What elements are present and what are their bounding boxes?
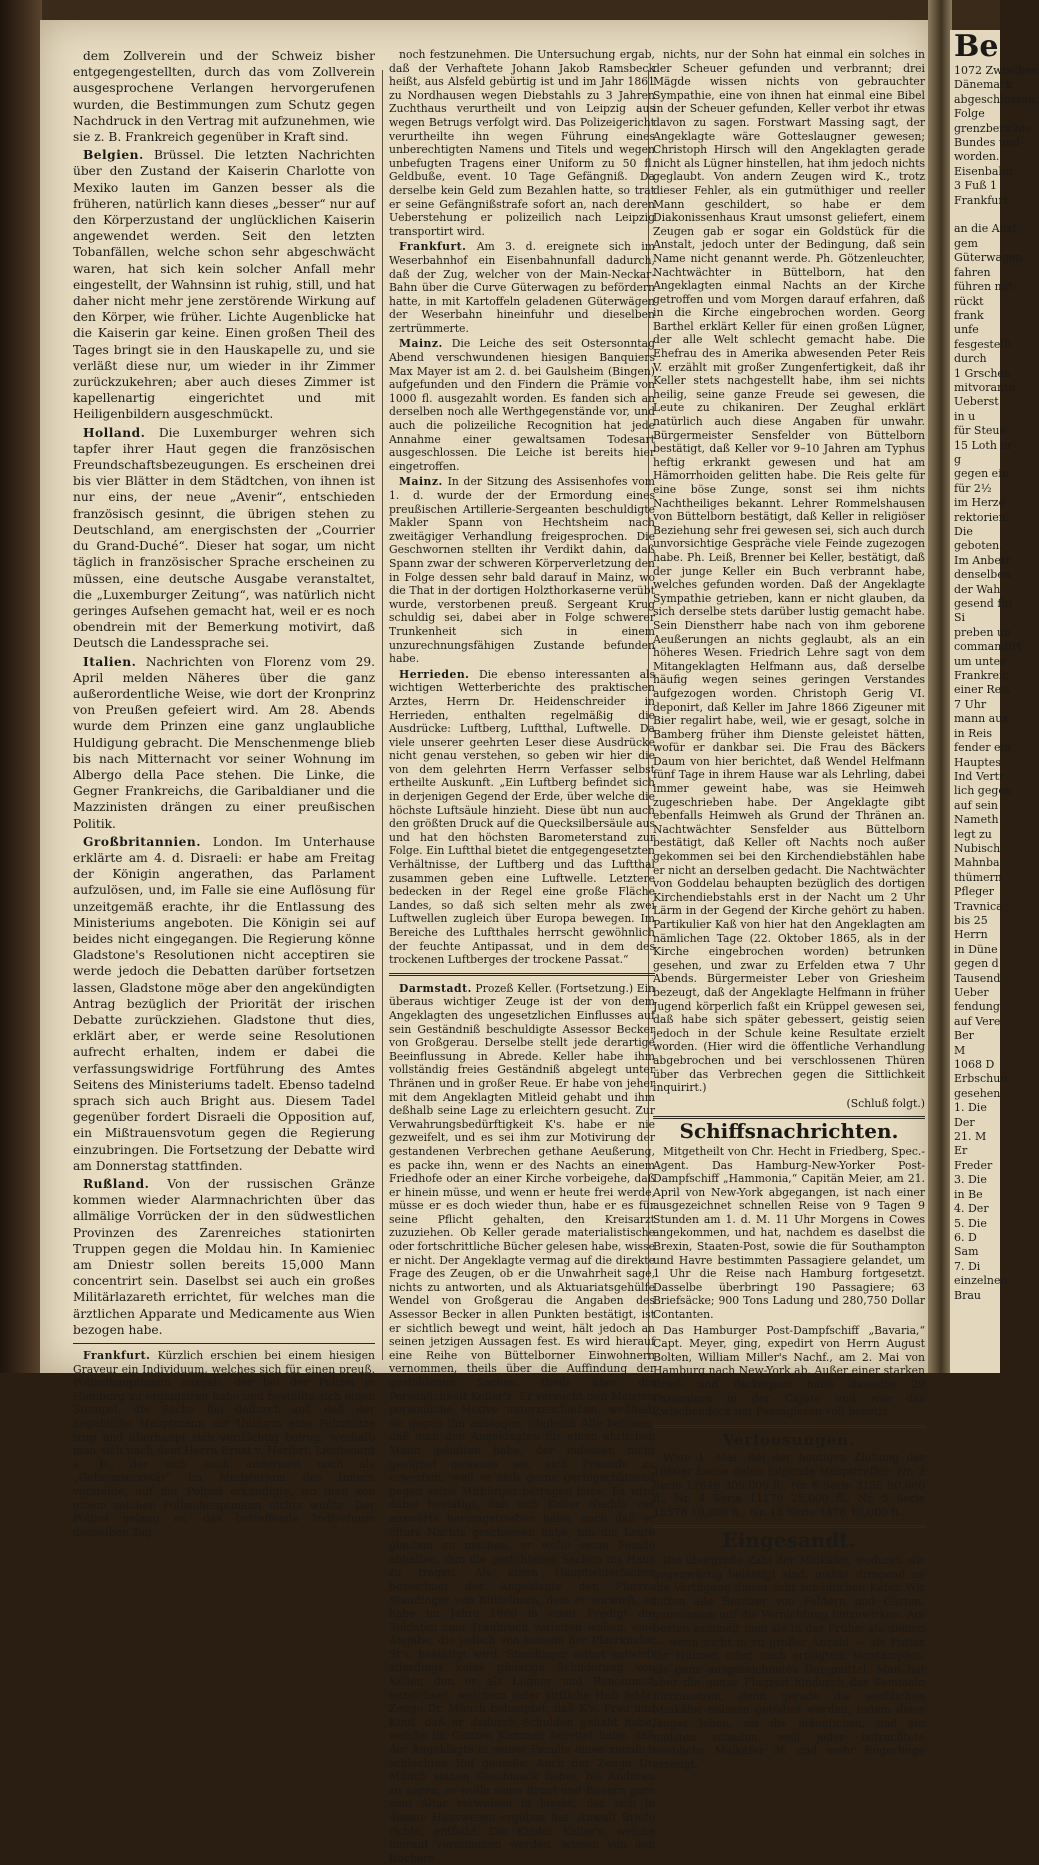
next-page-line: einer Reis: [954, 683, 1011, 697]
article-russland: [73, 1176, 375, 1338]
article-frankfurt: [73, 1349, 375, 1539]
text-schiffsnachrichten-1: Mitgetheilt von Chr. Hecht in Friedberg, Spec.-Agent. Das Hamburg-New-Yorker Post-Dampfschiff „Hammonia,“ Capitän Meier, am 21. April von New-York abgegangen, ist nach einer ausgezeichnet schnellen Reise von 9 Tagen 9 Stunden am 1. d. M. 11 Uhr Morgens in Cowes angekommen, und hat, nachdem es daselbst die Brexin, Staaten-Post, sowie die für Southampton und Havre bestimmten Passagiere gelandet, um 1 Uhr die Reise nach Hamburg fortgesetzt. Dasselbe überbringt 190 Passagiere; 63 Briefsäcke; 900 Tons Ladung und 280,750 Dollar Contanten.: [653, 1144, 925, 1322]
next-page-line: M: [954, 1043, 966, 1057]
heading-mainz: Mainz.: [399, 337, 443, 351]
next-page-line: für 2½: [954, 481, 992, 495]
column-divider-1: [382, 70, 383, 1360]
next-page-line: Ueber: [954, 986, 989, 999]
text-mainz-2: In der Sitzung des Assisenhofes vom 1. d. wurde der der Ermordung eines preußischen Artillerie-Sergeanten beschuldigte Makler Spann von Hechtsheim nach zweitägiger Verhandlung freigesprochen. Die Geschwornen stellten ihr Verdikt dahin, daß Spann zwar der schweren Körperverletzung den in Folge dessen sehr bald darauf in Mainz, wo die That in der dortigen Holzthorkaserne verübt wurde, verstorbenen preuß. Sergeant Krug schuldig sei, dabei aber in Folge schwerer Trunkenheit sich in einem unzurechnungsfähigen Zustande befunden habe.: [389, 475, 655, 666]
next-page-line: für Steue: [954, 424, 1006, 438]
next-page-line: Sam: [954, 1245, 979, 1259]
next-page-line: einzelnen: [954, 1274, 1008, 1288]
text-frankfurt: Kürzlich erschien bei einem hiesigen Graveur ein Individuum, welches sich für einen preuß. Polizeihauptmann ausgab, der bei der Polizei in Homburg zu organisiren habe und bestellte sich einen Stempel; die Sache fiel dadurch auf, daß der angebliche Hauptmann zur Uniform eine Pelzmütze trug und überhaupt sich verdächtig beirug, weshalb man sich nach dem Herrn Ernst v. Herfort, Lieutenant a. D., der sich auch anderweit noch als „Geheimsecretär“ im Ministerium des Innern vorstellte, auf der Polizei erkundigte, wo man von einem solchen Polizeihauptmann nichts wußte. Der Polizei gelang es, das betreffende Individuum denselben Tag: [73, 1349, 375, 1539]
next-page-line: in Reis: [954, 726, 993, 740]
next-page-line: gegen ein: [954, 467, 1009, 481]
next-page-line: worden.: [954, 150, 1000, 164]
text-eingesandt: Die übergroße Zahl der Maikäfer, wodurch wir gegenwärtig belästigt sind, mahnt dringend an die Vertilgung dieser sehr schädlichen Käfer. Wir bitten alle Besitzer von Feldern und Gärten, gemeinsam auf die Vernichtung hinzuwirken. Am besten sammelt man sie in der Frühe; sie dienen — wenn nicht in zu großer Anzahl — als Futter für Hühner, oder, nach erfolgtem Verstampfen, als ganz ausgezeichnetes Dungmittel. Man hat aber die ganze Flugzeit hindurch das Sammeln fortzusetzen, denn gerade die weiblichen Maikäfer müssen getödtet werden, indem diese länger leben, als die männlichen, und am meisten schaden, weil jeder befruchtete weibliche Maikäfer 30 und mehr Engerlinge erzeugt.: [653, 1553, 925, 1771]
next-page-line: 4. Der: [954, 1202, 989, 1216]
next-page-line: commandirt: [954, 640, 1022, 654]
heading-mainz-2: Mainz.: [399, 475, 443, 489]
next-page-line: Ind Vertr: [954, 769, 1005, 783]
column-1: [73, 48, 376, 1539]
text-schiffsnachrichten-2: Das Hamburger Post-Dampfschiff „Bavaria,“ Capt. Meyer, ging, expedirt von Herrn August Bolten, William Miller's Nachf., am 2. Mai von Hamburg nach New-York ab. Außer einer starken Brief- und Packetpost hatte dasselbe 29 Passagiere in der Cajüte und war das Zwischendeck mit Passagieren voll besetzt.: [653, 1323, 925, 1419]
next-page-line: unfe: [954, 323, 979, 337]
next-page-line: geboten.: [954, 539, 1003, 553]
next-page-edge: [950, 29, 1039, 1373]
text-herrieden: Die ebenso interessanten als wichtigen Wetterberichte des praktischen Arztes, Herrn Dr. Heidenschreider in Herrieden, enthalten regelmäßig die Ausdrücke: Luftberg, Luftthal, Luftwelle. Da viele unserer geehrten Leser diese Ausdrücke nicht genau verstehen, so geben wir hier die von dem gelehrten Herrn Verfasser selbst ertheilte Auskunft. „Ein Luftberg befindet sich in derjenigen Gegend der Erde, über welche die höchste Luftsäule hinzieht. Diese übt nun auch den größten Druck auf die Quecksilbersäule aus und hat den höchsten Barometerstand zur Folge. Ein Luftthal bietet die entgegengesetzten Verhältnisse, der Luftberg und das Luftthal zusammen geben eine Luftwelle. Letztere bedecken in der Regel eine große Fläche Landes, so daß sich selten mehr als zwei Luftwellen zugleich über Europa bewegen. Im Bereiche des Luftthales herrscht gewöhnlich der feuchte Antipassat, und in dem des trockenen Luftberges der trockene Passat.“: [389, 667, 655, 967]
next-page-line: 3 Fuß 1: [954, 179, 998, 193]
section-rule-double-3: [653, 1425, 925, 1428]
next-page-line: 7 Uhr: [954, 697, 987, 711]
next-page-line: 1072 Zwischen: [954, 64, 1039, 77]
heading-grossbritannien: Großbritannien.: [83, 834, 202, 849]
next-page-line: Bundes und: [954, 136, 1021, 150]
next-page-line: in Düne: [954, 942, 998, 956]
text-darmstadt: Prozeß Keller. (Fortsetzung.) Ein überaus wichtiger Zeuge ist der von dem Angeklagten des ungesetzlichen Einflusses auf sein Geständniß beschuldigte Assessor Becker von Großgerau. Derselbe stellt jede derartige Beeinflussung in Abrede. Keller habe ihm vollständig freies Geständniß abgelegt unter Thränen und in großer Reue. Er habe von jeher mit dem Angeklagten Mitleid gehabt und ihm deßhalb seine Lage zu erleichtern gesucht. Zur Verwahrungsbedürftigkeit K's. habe er nie gezweifelt, und es sei ihm zur Motivirung der gestandenen Verbrechen gethane Aeußerung, es packe ihn, wenn er des Nachts an einem Friedhofe oder an einer Kirche vorbeigehe, daß er hinein müsse, und wenn er heute frei werde, müsse er es doch wieder thun, habe er es für seine Pflicht gehalten, den Kreisarzt zuzuziehen. Ob Keller gerade materialistische oder fortschrittliche Bücher gelesen habe, wisse er nicht. Der Angeklagte vermag auf die direkte Frage des Zeugen, ob er die Unwahrheit sage, nichts zu antworten, und als Aktuariatsgehülfe Wendel von Großgerau die Angaben des Assessor Becker in allen Punkten bestätigt, ist er sichtlich bewegt und weint, hält jedoch an seinen jetzigen Aussagen fest. Es wird hierauf eine Reihe von Büttelborner Einwohnern vernommen, theils über die Auffindung der gestohlenen Sachen, theils über die Persönlichkeit Keller's. Er versucht den Meisten persönliche Motive unterzuschieben, weßhalb sie gegen ihn aussagen, obgleich Alle betonen, daß man den Angeklagten für einen ehrlichen Mann gehalten habe, der indessen nicht geeignet gewesen sei, sich Freunde zu erwerben, weil er sich gerne geringschätzend gegen seine Mitbürger betragen habe. Es wird dabei bestätigt, daß sich Keller Nachts viel auswärts herumgetrieben habe, auch daß er öfters Nachts geschossen habe, um die Leute glauben zu machen, er wolle seine Feinde abhalten, ihm die gestohlenen Sachen ins Haus zu tragen. Als einen Hauptwiderfacher bezeichnet der Angeklagte den Pfarrer Staudinger von Büttelborn, dem er vorwirft, er habe im Jahre 1866 in einer Predigt die Soldaten zum Treubruch verleiten wollen, eine Angabe, die jedoch von keinem der Pfarrkinder St's. bestätigt wird. Staudinger selbst entwirft allerdings keine günstige Schilderung von Keller, den er als Lügner und Renommist bezeichnet, welchem jeder sittliche Halt fehle. Zeuge Dr. Münch behauptet, daß K's. Frau und Kind, daß er dadurch Schulden gehabt habe, welche im Ganzen Kummer bereitet habe, daß der Angeklagte in seiner Familie einen ziemlich schlechten Ruf genieße. Auch der Zeuge Dr. Münch seinen Geschmack lieber, bis Anderen zu sagen, er wolle seine Braut und Bauern gern vom Altar verweisen in lassen, der sich in dessen Hauswesen ergeben hat. Anwalt Briefe richte, entfeibt. Die Kinder Keller's, welche hierauf vernommen werden, wissen von den Büchern: [389, 981, 656, 1865]
text-verloosungen: Wien 1. Mai. Bei der heutigen Ziehung der 1860er Loose fielen folgende Haupttreffer: Nr. 2 Serie 17848 300,000 fl., Nr. 6 Serie 3155 50,000 fl., Nr. 4 Serie 11179 25,000 fl., Nr. 5 Serie 15576 10,000 fl., Nr. 15 Serie 1476 10,000 fl.: [653, 1451, 925, 1519]
next-page-line: Folge: [954, 107, 985, 121]
heading-darmstadt: Darmstadt.: [399, 981, 472, 995]
section-rule-double: [389, 973, 655, 976]
next-page-line: fendung: [954, 1000, 1000, 1014]
next-page-line: in Be: [954, 1187, 983, 1201]
article-darmstadt: [389, 982, 655, 1865]
next-page-line: 1 Grschen: [954, 366, 1012, 380]
next-page-line: thümern: [954, 870, 1002, 884]
next-page-line: gegen d: [954, 957, 999, 971]
next-page-line: 15 Loth er: [954, 438, 1013, 452]
next-page-line: durch: [954, 352, 987, 366]
next-page-line: preben un: [954, 625, 1012, 639]
next-page-line: im Herzo: [954, 496, 1006, 510]
article-italien: [73, 654, 375, 832]
heading-frankfurt: Frankfurt.: [83, 1349, 151, 1363]
next-page-line: 3. Die: [954, 1173, 987, 1187]
article-holland: [73, 425, 375, 652]
next-page-line: Brau: [954, 1288, 981, 1302]
page-gutter: [928, 0, 952, 1373]
next-page-line: Dänemark: [954, 78, 1012, 92]
next-page-line: Ber: [954, 1029, 974, 1043]
next-page-line: Frankreic: [954, 669, 1009, 683]
heading-eingesandt: Eingesandt.: [722, 1528, 856, 1553]
next-page-line: grenzberichte: [954, 121, 1033, 135]
next-page-line: führen mit: [954, 280, 1013, 294]
next-page-line: frank: [954, 308, 984, 322]
next-page-line: [954, 208, 1000, 222]
next-page-title: Be: [954, 29, 999, 64]
next-page-line: 6. D: [954, 1230, 977, 1244]
next-page-line: Hauptes: [954, 755, 1001, 769]
text-belgien: Brüssel. Die letzten Nachrichten über den Zustand der Kaiserin Charlotte von Mexiko lauten im Ganzen besser als die früheren, natürlich kann dieses „besser“ nur auf den Körperzustand der unglücklichen Kaiserin angewendet werden. Seit den letzten Tobanfällen, welche schon sehr abgeschwächt waren, hat sich kein solcher Anfall mehr eingestellt, der Wahnsinn ist ruhig, still, und hat daher nicht mehr jene zerstörende Wirkung auf den Körper, wie früher. Lichte Augenblicke hat die Kaiserin gar keine. Einen großen Theil des Tages bringt sie in den Hauskapelle zu, und sie verläßt diese nur, um wieder in ihr Zimmer zurückzukehren; aber auch dieses Zimmer ist kapellenartig eingerichtet und mit Heiligenbildern ausgeschmückt.: [73, 148, 375, 422]
next-page-line: Herrn: [954, 928, 988, 942]
text-russland: Von der russischen Gränze kommen wieder Alarmnachrichten über das allmälige Vorrücken der in den südwestlichen Provinzen des Zarenreiches stationirten Truppen gegen die Moldau hin. In Kamieniec am Dniestr sollen bereits 15,000 Mann concentrirt sein. Daselbst sei auch ein großes Militärlazareth errichtet, für welches man die ärztlichen Apparate und Medicamente aus Wien bezogen habe.: [73, 1177, 375, 1337]
next-page-line: g: [954, 452, 962, 466]
article-frankfurt-2: [389, 240, 655, 335]
next-page-line: lich gegen: [954, 784, 1012, 798]
continuation-note: (Schluß folgt.): [846, 1096, 925, 1110]
next-page-line: Güterwagen: [954, 251, 1023, 265]
next-page-line: fender ein: [954, 741, 1012, 755]
next-page-line: Nameth: [954, 813, 999, 827]
darmstadt-continued: nichts, nur der Sohn hat einmal ein solches in der Scheuer gefunden und verbrannt; drei Mägde wissen nichts von gebrauchter Sympathie, eine von ihnen hat einmal eine Bibel in der Scheuer gefunden, Keller verbot ihr etwas davon zu sagen. Forstwart Massing sagt, der Angeklagte wäre Gotteslaugner gewesen; Christoph Hirsch will den Angeklagten gerade nicht als Lügner hinstellen, hat ihm jedoch nichts geglaubt. Von andern Zeugen wird K., trotz dieser Fehler, als ein gutmüthiger und reeller Mann geschildert, so habe er dem Diakonissenhaus Kraut umsonst geliefert, einem Zeugen gab er sogar ein Goldstück für die Anstalt, jedoch unter der Bedingung, daß sein Name nicht genannt werde. Ph. Götzenleuchter, Nachtwächter in Büttelborn, hat den Angeklagten einmal Nachts an der Kirche getroffen und vom Morgen darauf erfahren, daß in die Kirche eingebrochen worden. Georg Barthel erklärt Keller für einen großen Lügner, der alle Welt schlecht gemacht habe. Die Ehefrau des in Amerika abwesenden Peter Reis V. erzählt mit großer Zungenfertigkeit, daß ihr Keller stets nachgestellt habe, ihm sei nichts heilig, seine ganze Freude sei gewesen, die Leute zu chikaniren. Der Zeughal erklärt natürlich auch diese Angaben für unwahr. Bürgermeister Sensfelder von Büttelborn bestätigt, daß Keller vor 9–10 Jahren am Typhus heftig erkrankt gewesen und hat am Hämorrhoiden gelitten habe. Die Reis gelte für eine böse Zunge, sonst sei ihm nichts Nachtheiliges bekannt. Lehrer Rommelshausen von Büttelborn bestätigt, daß Keller in religiöser Beziehung sehr frei gewesen sei, sich auch durch unvorsichtige Gespräche viele Feinde zugezogen habe. Ph. Leiß, Brenner bei Keller, bestätigt, daß der junge Keller ein Buch verbrannt habe, welches gefunden worden. Daß der Angeklagte Sympathie getrieben, kann er nicht glauben, da sich derselbe stets darüber lustig gemacht habe. Sein Dienstherr habe nach von ihm geborene Aeußerungen an nichts geglaubt, als an ein höheres Wesen. Friedrich Lehre sagt von dem Mitangeklagten Helfmann aus, daß derselbe häufig wegen seines geringen Verstandes aufgezogen worden. Christoph Gerig VI. deponirt, daß Keller im Jahre 1866 Zigeuner mit Bier regalirt habe, weil, wie er gesagt, solche in Bamberg früher ihm Dienste geleistet hätten, wofür er dankbar sei. Die Frau des Bäckers Daum von hier berichtet, daß Wendel Helfmann fünf Tage in ihrem Hause war als Lehrling, dabei immer geweint habe, was sie Heimweh zugeschrieben habe. Der Angeklagte gibt ebenfalls Heimweh als Grund der Thränen an. Nachtwächter Sensfelder aus Büttelborn bestätigt, daß Keller oft Nachts noch außer gekommen sei bei den Kirchendiebstählen habe er nicht an derselben gedacht. Die Nachtwächter von Goddelau behaupten bezüglich des dortigen Kirchendiebstahls erst in der Nacht um 2 Uhr Lärm in der Gegend der Kirche gehört zu haben. Partikulier Kaß von hier hat den Angeklagten am nämlichen Tage (22. Oktober 1865, als in der Kirche eingebrochen worden) betrunken gesehen, und zwar zu Erfelden etwa 7 Uhr Abends. Bürgermeister Leber von Griesheim bezeugt, daß der Angeklagte Helfmann in früher Jugend körperlich faßt ein Krüppel gewesen sei, daß habe sich später gebessert, geistig seien jedoch in der Schule keine Resultate erzielt worden. (Hier wird die öffentliche Verhandlung abgebrochen und bei verschlossenen Thüren über das Verbrechen gegen die Sittlichkeit inquirirt.): [653, 48, 925, 1095]
text-grossbritannien: London. Im Unterhause erklärte am 4. d. Disraeli: er habe am Freitag der Königin angerathen, das Parlament aufzulösen, und, im Falle sie eine Auflösung für unzeitgemäß erachte, ihr die Entlassung des Ministeriums angeboten. Die Königin sei auf beides nicht eingegangen. Die Regierung könne Gladstone's Resolutionen nicht acceptiren sie werde jedoch die Debatten darüber fortsetzen lassen, Gladstone möge aber den angekündigten Antrag bezüglich der Priorität der irischen Debatte zurückziehen. Gladstone thut dies, erklärt aber, er werde seine Resolutionen aufrecht erhalten, indem er dabei die verfassungswidrige Fortführung des Amtes Seitens des Ministeriums tadelt. Ebenso tadelnd sprach sich auch Bright aus. Diesem Tadel gegenüber fordert Disraeli die Opposition auf, ein Mißtrauensvotum gegen die Regierung einzubringen. Die Fortsetzung der Debatte wird am Donnerstag stattfinden.: [73, 834, 375, 1173]
next-page-line: legt zu: [954, 827, 992, 841]
next-page-line: 5. Die: [954, 1216, 987, 1230]
section-rule: [73, 1343, 375, 1344]
next-page-line: Tausend: [954, 971, 1001, 985]
next-page-line: rückt: [954, 294, 984, 308]
heading-frankfurt-2: Frankfurt.: [399, 240, 467, 254]
book-spine: [0, 0, 42, 1373]
next-page-line: mann aus: [954, 712, 1008, 726]
next-page-line: bis 25: [954, 913, 988, 927]
article-grossbritannien: [73, 834, 375, 1174]
next-page-line: Ueberst: [954, 395, 999, 409]
next-page-line: Die: [954, 525, 973, 538]
next-page-line: mitvorantu: [954, 380, 1016, 394]
heading-belgien: Belgien.: [83, 148, 144, 163]
next-page-line: gem: [954, 236, 978, 250]
next-page-lines: [950, 64, 1039, 1303]
next-page-line: 7. Di: [954, 1259, 981, 1273]
next-page-line: fahren: [954, 265, 991, 279]
heading-herrieden: Herrieden.: [399, 667, 470, 681]
next-page-line: Eisenbahn: [954, 164, 1013, 178]
next-page-line: Freder: [954, 1158, 993, 1172]
next-page-line: Travnica: [954, 899, 1003, 913]
text-mainz: Die Leiche des seit Ostersonntag Abend verschwundenen hiesigen Banquiers Max Mayer ist am 2. d. bei Gaulsheim (Bingen) aufgefunden und den Findern die Prämie von 1000 fl. ausgezahlt worden. Es fanden sich an derselben noch alle Werthgegenstände vor, und auch die polizeiliche Recognition hat jede Annahme einer gewaltsamen Todesart ausgeschlossen. Die Leiche ist bereits hier eingetroffen.: [389, 337, 655, 473]
column-2: [389, 48, 656, 1865]
next-page-line: Er: [954, 1144, 968, 1158]
heading-holland: Holland.: [83, 425, 146, 440]
article-mainz: [389, 337, 655, 473]
next-page-line: Mahnba: [954, 856, 1000, 870]
heading-verloosungen: Verloosungen.: [722, 1430, 856, 1449]
text-italien: Nachrichten von Florenz vom 29. April melden Näheres über die ganz außerordentliche Weise, wie dort der Kronprinz von Preußen gefeiert wird. Am 28. Abends wurde dem Prinzen eine ganz unglaubliche Huldigung gebracht. Die Menschenmenge blieb bis nach Mitternacht vor seiner Wohnung im Albergo della Pace stehen. Die Linke, die Gegner Frankreichs, die Garibaldianer und die Mazzinisten drängen zu einer preußischen Politik.: [73, 654, 376, 831]
heading-schiffsnachrichten: Schiffsnachrichten.: [679, 1119, 899, 1144]
column-3: [653, 48, 925, 1771]
next-page-line: Frankfurt: [954, 193, 1009, 207]
next-page-line: Im Anbetr: [954, 553, 1011, 567]
next-page-line: gesehen: [954, 1086, 1001, 1100]
text-holland: Die Luxemburger wehren sich tapfer ihrer Haut gegen die französischen Freundschaftsbezeugungen. Es erscheinen drei bis vier Blätter in dem Städtchen, von ihnen ist nur eins, der neue „Avenir“, entschieden französisch gesinnt, die übrigen stehen zu Deutschland, am energischsten der „Courrier du Grand-Duché“. Dieser hat sogar, um nicht täglich in französischer Sprache erscheinen zu müssen, eine deutsche Ausgabe veranstaltet, die „Luxemburger Zeitung“, was natürlich nicht geringes Aufsehen gemacht hat, weil er es noch obendrein mit der Bemerkung motivirt, daß Deutsch die Landessprache sei.: [73, 425, 375, 651]
article-herrieden: [389, 668, 655, 967]
next-page-line: denselben: [954, 568, 1011, 582]
next-page-line: Der: [954, 1115, 975, 1129]
text-frankfurt-2: Am 3. d. ereignete sich im Weserbahnhof ein Eisenbahnunfall dadurch, daß der Zug, welcher von der Main-Neckar-Bahn über die Curve Güterwagen zu befördern hatte, in mit Kartoffeln geladenen Güterwägen der Weserbahn hineinfuhr und dieselben zertrümmerte.: [389, 240, 655, 335]
next-page-line: rektorien.: [954, 510, 1010, 524]
next-page-line: der Wah: [954, 582, 1001, 596]
next-page-line: 1068 D: [954, 1058, 995, 1072]
next-page-line: Si: [954, 611, 966, 625]
heading-russland: Rußland.: [83, 1177, 150, 1192]
heading-italien: Italien.: [83, 654, 137, 669]
next-page-line: gesend fin: [954, 597, 1012, 611]
next-page-line: 21. M: [954, 1130, 987, 1144]
next-page-line: Erbschun: [954, 1072, 1008, 1086]
next-page-line: in u: [954, 409, 976, 423]
next-page-line: an die Ausf: [954, 222, 1017, 236]
next-page-line: 1. Die: [954, 1101, 987, 1115]
frankfurt-continued: noch festzunehmen. Die Untersuchung ergab, daß der Verhaftete Johann Jakob Ramsbeck heißt, aus Alsfeld gebürtig ist und im Jahr 1861 zu Nordhausen wegen Diebstahls zu 3 Jahren Zuchthaus verurtheilt und von Leipzig aus wegen Betrugs verfolgt wird. Das Polizeigericht verurtheilte ihn wegen Führung eines unberechtigten Namens und Titels und wegen unbefugten Tragens einer Uniform zu 50 fl. Geldbuße, event. 10 Tage Gefängniß. Da derselbe kein Geld zum Bezahlen hatte, so trat er seine Gefängnißstrafe sofort an, nach deren Ueberstehung er polizeilich nach Leipzig transportirt wird.: [389, 48, 655, 238]
zollverein-paragraph: dem Zollverein und der Schweiz bisher entgegengestellten, durch das vom Zollverein ausgesprochene Verlangen hervorgerufenen wurden, die Bestimmungen zum Schutz gegen Nachdruck in den Vertrag mit aufzunehmen, wie sie z. B. Frankreich gegenüber in Kraft sind.: [73, 49, 375, 145]
next-page-line: fesgestellt: [954, 337, 1012, 351]
next-page-line: abgeschlossen.: [954, 92, 1039, 106]
article-belgien: [73, 147, 375, 422]
next-page-line: auf sein: [954, 798, 998, 812]
article-mainz-2: [389, 475, 655, 665]
next-page-line: Nubisch: [954, 841, 1001, 855]
next-page-line: um unter: [954, 654, 1006, 668]
next-page-line: Pfleger: [954, 885, 995, 899]
next-page-line: auf Vere: [954, 1014, 1001, 1028]
